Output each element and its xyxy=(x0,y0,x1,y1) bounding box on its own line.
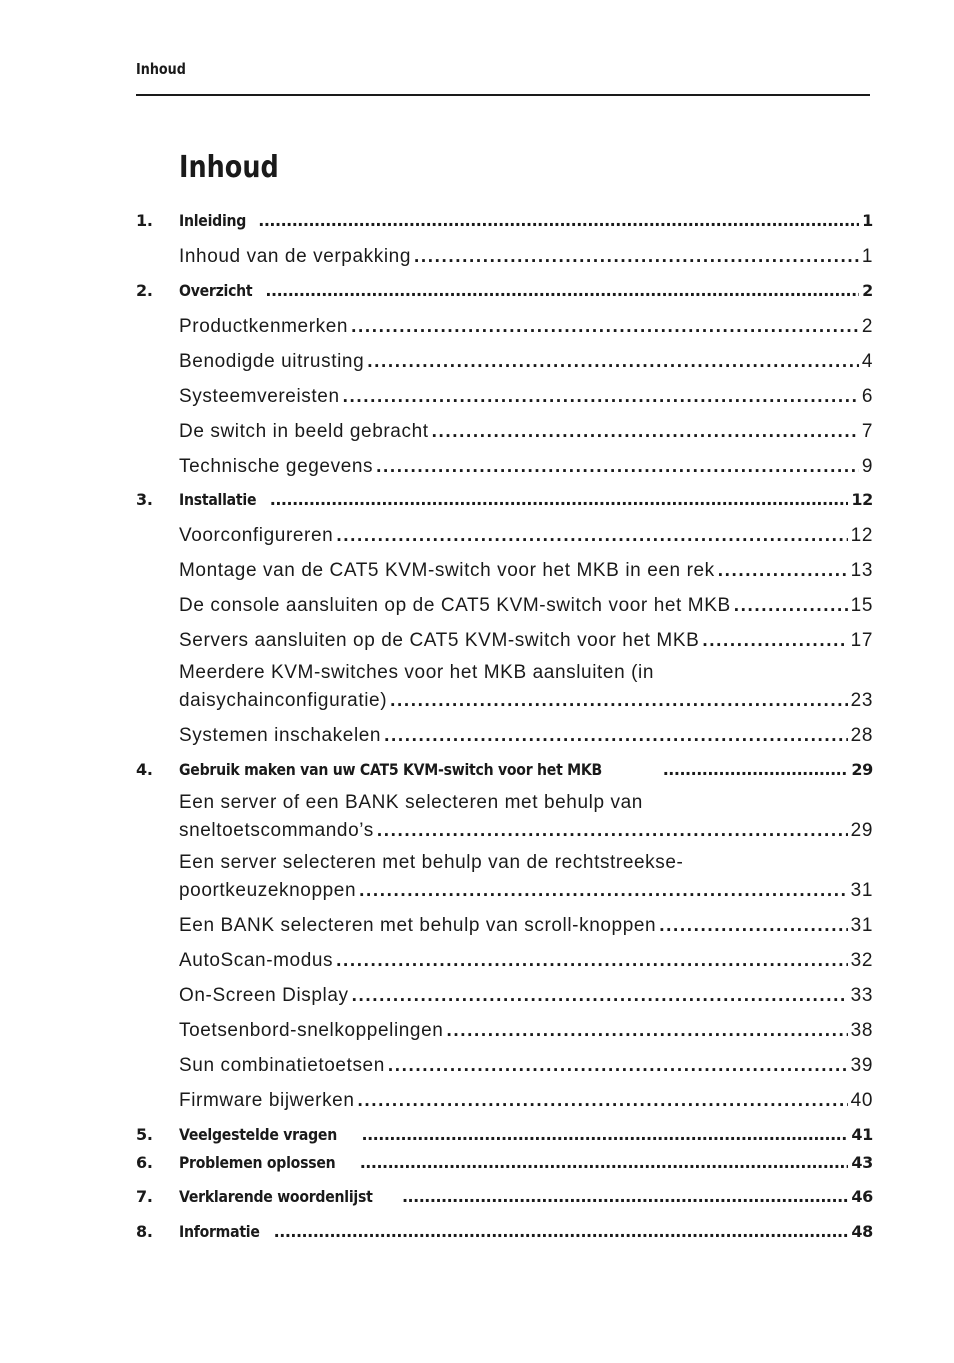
toc-page-number: 31 xyxy=(850,915,873,936)
toc-page-number: 46 xyxy=(851,1187,873,1206)
toc-entry-text: Gebruik maken van uw CAT5 KVM-switch voor het MKB xyxy=(179,760,603,779)
toc-chapter-number: 6. xyxy=(136,1153,153,1172)
toc-dot-leader xyxy=(384,725,848,747)
toc-entry-text: Installatie xyxy=(179,490,257,509)
toc-entry-text-line1: Meerdere KVM-switches voor het MKB aansluiten (in xyxy=(179,662,655,683)
toc-dot-leader xyxy=(360,1153,849,1172)
toc-entry-text: Veelgestelde vragen xyxy=(179,1125,337,1144)
toc-entry-text: Systeemvereisten xyxy=(179,386,340,407)
toc-entry-text: Firmware bijwerken xyxy=(179,1090,355,1111)
toc-page-number: 17 xyxy=(850,630,873,651)
toc-entry-text: De switch in beeld gebracht xyxy=(179,421,429,442)
toc-page-number: 1 xyxy=(862,211,873,230)
toc-entry-text: Benodigde uitrusting xyxy=(179,351,365,372)
toc-entry-text: Technische gegevens xyxy=(179,456,374,477)
header-rule xyxy=(136,94,870,96)
toc-dot-leader xyxy=(734,595,848,617)
toc-entry-text: Montage van de CAT5 KVM-switch voor het MKB in een rek xyxy=(179,560,715,581)
toc-dot-leader xyxy=(377,820,848,842)
toc-dot-leader xyxy=(336,950,848,972)
toc-dot-leader xyxy=(414,246,859,268)
toc-page-number: 31 xyxy=(850,880,873,901)
toc-entry-text: Productkenmerken xyxy=(179,316,349,337)
toc-entry-text: Overzicht xyxy=(179,281,253,300)
toc-page-number: 43 xyxy=(851,1153,873,1172)
toc-dot-leader xyxy=(718,560,848,582)
toc-dot-leader xyxy=(336,525,847,547)
toc-chapter-number: 8. xyxy=(136,1222,153,1241)
toc-entry-text: Problemen oplossen xyxy=(179,1153,336,1172)
toc-entry-text: Informatie xyxy=(179,1222,260,1241)
toc-page-number: 9 xyxy=(861,456,873,477)
toc-page-number: 28 xyxy=(850,725,873,746)
toc-dot-leader xyxy=(265,281,859,300)
toc-page-number: 1 xyxy=(861,246,873,267)
toc-page-number: 23 xyxy=(850,690,873,711)
toc-page-number: 12 xyxy=(851,490,873,509)
toc-dot-leader xyxy=(358,1090,848,1112)
toc-chapter-number: 7. xyxy=(136,1187,153,1206)
toc-dot-leader xyxy=(388,1055,848,1077)
toc-entry-text-line1: Een server of een BANK selecteren met behulp van xyxy=(179,792,643,813)
toc-chapter-number: 1. xyxy=(136,211,153,230)
toc-page-number: 38 xyxy=(850,1020,873,1041)
toc-page-number: 6 xyxy=(861,386,873,407)
toc-entry-text: poortkeuzeknoppen xyxy=(179,880,357,901)
toc-page-number: 48 xyxy=(851,1222,873,1241)
toc-entry-text: Inhoud van de verpakking xyxy=(179,246,411,267)
toc-entry-text: Voorconfigureren xyxy=(179,525,334,546)
toc-entry-text: Systemen inschakelen xyxy=(179,725,382,746)
toc-dot-leader xyxy=(402,1187,848,1206)
toc-entry-text: sneltoetscommando’s xyxy=(179,820,374,841)
running-head: Inhoud xyxy=(136,60,186,78)
toc-entry-text-line1: Een server selecteren met behulp van de rechtstreekse- xyxy=(179,852,684,873)
toc-dot-leader xyxy=(702,630,847,652)
toc-page-number: 7 xyxy=(861,421,873,442)
toc-entry-text: Servers aansluiten op de CAT5 KVM-switch voor het MKB xyxy=(179,630,700,651)
toc-dot-leader xyxy=(362,1125,849,1144)
toc-page-number: 12 xyxy=(850,525,873,546)
toc-entry-text: On-Screen Display xyxy=(179,985,349,1006)
toc-dot-leader xyxy=(258,211,859,230)
toc-entry-text: Inleiding xyxy=(179,211,247,230)
toc-dot-leader xyxy=(274,1222,849,1241)
toc-page-number: 4 xyxy=(861,351,873,372)
toc-dot-leader xyxy=(663,760,849,779)
toc-page-number: 32 xyxy=(850,950,873,971)
toc-page-number: 29 xyxy=(851,760,873,779)
toc-page-number: 29 xyxy=(850,820,873,841)
toc-page-number: 2 xyxy=(862,281,873,300)
toc-chapter-number: 2. xyxy=(136,281,153,300)
toc-entry-text: Verklarende woordenlijst xyxy=(179,1187,373,1206)
toc-chapter-number: 5. xyxy=(136,1125,153,1144)
toc-dot-leader xyxy=(432,421,859,443)
toc-chapter-number: 4. xyxy=(136,760,153,779)
toc-entry-text: daisychainconfiguratie) xyxy=(179,690,388,711)
toc-dot-leader xyxy=(659,915,847,937)
toc-dot-leader xyxy=(359,880,848,902)
toc-dot-leader xyxy=(367,351,859,373)
toc-entry-text: Toetsenbord-snelkoppelingen xyxy=(179,1020,444,1041)
toc-page-number: 41 xyxy=(851,1125,873,1144)
toc-dot-leader xyxy=(376,456,859,478)
toc-page-number: 40 xyxy=(850,1090,873,1111)
toc-page-number: 33 xyxy=(850,985,873,1006)
toc-dot-leader xyxy=(352,985,848,1007)
page-title: Inhoud xyxy=(179,150,279,185)
toc-page-number: 2 xyxy=(861,316,873,337)
toc-entry-text: De console aansluiten op de CAT5 KVM-switch voor het MKB xyxy=(179,595,731,616)
toc-dot-leader xyxy=(446,1020,847,1042)
toc-page-number: 13 xyxy=(850,560,873,581)
toc-page-number: 15 xyxy=(850,595,873,616)
toc-entry-text: AutoScan-modus xyxy=(179,950,334,971)
toc-dot-leader xyxy=(351,316,859,338)
toc-chapter-number: 3. xyxy=(136,490,153,509)
toc-page-number: 39 xyxy=(850,1055,873,1076)
toc-dot-leader xyxy=(390,690,848,712)
toc-entry-text: Sun combinatietoetsen xyxy=(179,1055,385,1076)
toc-dot-leader xyxy=(343,386,859,408)
toc-dot-leader xyxy=(270,490,849,509)
toc-entry-text: Een BANK selecteren met behulp van scroll-knoppen xyxy=(179,915,657,936)
